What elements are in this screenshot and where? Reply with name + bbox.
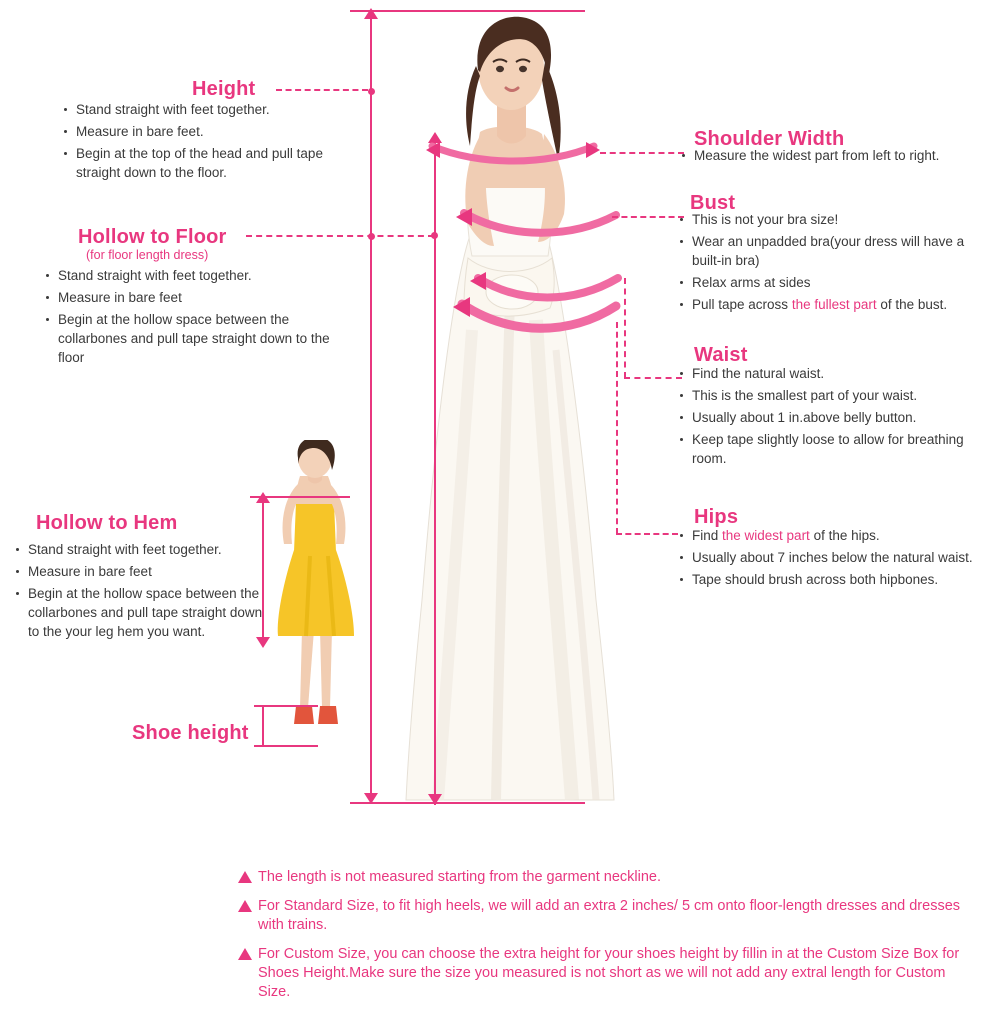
footer-note-text: For Standard Size, to fit high heels, we will add an extra 2 inches/ 5 cm onto floor-length dresses and dresses with trains. [258,898,961,933]
bust-highlight: the fullest part [791,297,877,312]
hollow-to-floor-title: Hollow to Floor [78,226,227,248]
footer-note [238,868,978,887]
list-item: Tape should brush across both hipbones. [678,570,996,589]
hips-list [678,526,996,592]
bust-connector [612,216,684,218]
bust-title: Bust [690,192,736,214]
shoulder-width-connector [600,152,684,154]
shoe-height-title: Shoe height [132,722,249,744]
shoe-height-top-cap [254,705,318,707]
hollow-to-hem-title: Hollow to Hem [36,512,178,534]
warning-triangle-icon [238,871,252,883]
hollow-to-hem-top-cap [250,496,350,498]
footer-note-text: The length is not measured starting from the garment neckline. [258,869,661,885]
bust-fullest-suffix: of the bust. [876,297,948,312]
footer-note [238,945,978,1002]
list-item: Begin at the hollow space between the collarbones and pull tape straight down to the floor [44,310,344,367]
waist-title: Waist [694,344,748,366]
list-item: Measure in bare feet [14,562,264,581]
list-item: Measure in bare feet. [62,122,362,141]
list-item: Usually about 1 in.above belly button. [678,408,996,427]
height-anchor-dot [368,88,375,95]
shoulder-width-list [680,146,1000,168]
list-item: Measure the widest part from left to right. [680,146,1000,165]
list-item: Begin at the top of the head and pull tape straight down to the floor. [62,144,362,182]
height-title: Height [192,78,256,100]
short-dress-illustration [258,440,368,760]
shoe-height-measure-line [262,705,264,747]
list-item: Stand straight with feet together. [44,266,344,285]
bust-arc [450,205,630,245]
hollow-to-floor-measure-line [434,140,436,805]
shoulder-width-title: Shoulder Width [694,128,845,150]
hips-connector-horizontal [616,533,678,535]
bust-list [678,210,996,317]
height-measure-line [370,18,372,804]
warning-triangle-icon [238,900,252,912]
list-item: This is not your bra size! [678,210,996,229]
shoulder-width-arc [418,138,608,172]
list-item: Keep tape slightly loose to allow for breathing room. [678,430,996,468]
list-item: Stand straight with feet together. [14,540,264,559]
list-item: Begin at the hollow space between the collarbones and pull tape straight down to the your leg hem you want. [14,584,264,641]
bust-fullest-prefix: Pull tape across [692,297,792,312]
waist-connector-horizontal [624,377,682,379]
hollow-to-floor-connector [246,235,434,237]
hips-widest-prefix: Find [692,528,723,543]
list-item: Usually about 7 inches below the natural waist. [678,548,996,567]
height-top-cap [350,10,585,12]
hips-title: Hips [694,506,739,528]
height-bottom-cap [350,802,585,804]
warning-triangle-icon [238,948,252,960]
hollow-to-floor-arrow-bottom [428,794,442,805]
waist-list [678,364,996,471]
footer-notes [238,868,978,1002]
hips-arc [448,292,628,340]
footer-note [238,897,978,935]
list-item: This is the smallest part of your waist. [678,386,996,405]
list-item-bust-fullest [678,295,996,314]
height-list [62,100,362,185]
hollow-to-floor-subtitle: (for floor length dress) [86,248,209,262]
list-item: Stand straight with feet together. [62,100,362,119]
shoe-height-bottom-cap [254,745,318,747]
list-item: Measure in bare feet [44,288,344,307]
footer-note-text: For Custom Size, you can choose the extra height for your shoes height by fillin in at the Custom Size Box for Shoes Height.Make sure the size you measured is not short as we will not add any extral length for Custom Size. [258,946,960,1000]
hollow-to-floor-list [44,266,344,370]
hips-connector-vertical [616,322,618,534]
list-item: Find the natural waist. [678,364,996,383]
list-item: Relax arms at sides [678,273,996,292]
hips-highlight: the widest part [722,528,810,543]
height-connector [276,89,368,91]
list-item-hips-widest [678,526,996,545]
list-item: Wear an unpadded bra(your dress will have a built-in bra) [678,232,996,270]
hollow-to-hem-list [14,540,264,644]
hips-widest-suffix: of the hips. [809,528,880,543]
bride-illustration [360,0,660,810]
